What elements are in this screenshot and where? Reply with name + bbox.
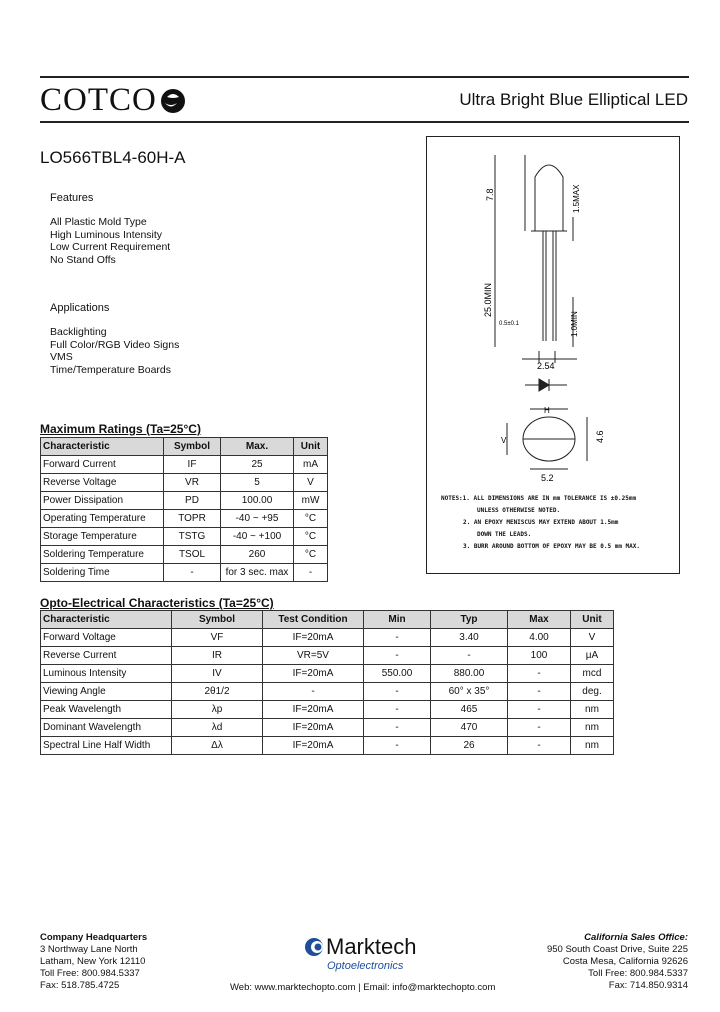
list-item: Low Current Requirement [50,241,171,253]
brand-name: COTCO [40,82,157,118]
cell: - [294,564,328,582]
marktech-logo [304,934,416,960]
cell: - [508,737,571,755]
cell: V [571,629,614,647]
opto-table [40,610,614,755]
applications-list [50,326,179,376]
address-line: Costa Mesa, California 92626 [562,956,688,967]
table-row [41,701,614,719]
dim-pitch: 2.54 [537,361,555,371]
address-line: 3 Northway Lane North [40,944,138,955]
cell: V [294,474,328,492]
cell: - [364,629,431,647]
table-row [41,546,328,564]
cell: 465 [431,701,508,719]
table-row [41,564,328,582]
cell: - [508,683,571,701]
dim-height: 7.8 [485,188,495,201]
dim-lead-length: 25.0MIN [483,282,493,317]
cell: Forward Current [41,456,164,474]
address-line: 950 South Coast Drive, Suite 225 [546,944,688,955]
cell: - [508,665,571,683]
max-ratings-table [40,437,328,582]
cell: Peak Wavelength [41,701,172,719]
dim-lead-square: 0.5±0.1 [499,321,519,327]
cell: Forward Voltage [41,629,172,647]
cell: nm [571,701,614,719]
column-header: Test Condition [263,611,364,629]
table-row [41,629,614,647]
dim-min: 1.0MIN [570,311,579,337]
table-row [41,528,328,546]
cell: 5 [221,474,294,492]
cell: - [508,701,571,719]
cell: IR [172,647,263,665]
list-item: No Stand Offs [50,253,116,266]
column-header: Typ [431,611,508,629]
cell: Storage Temperature [41,528,164,546]
dim-v: V [501,436,507,445]
column-header: Max. [221,438,294,456]
cell: Reverse Voltage [41,474,164,492]
table-row [41,510,328,528]
address-line: Fax: 518.785.4725 [40,980,120,991]
address-line: Latham, New York 12110 [40,956,146,967]
address-line: Toll Free: 800.984.5337 [588,968,688,979]
cell: 60° x 35° [431,683,508,701]
cell: TOPR [164,510,221,528]
list-item: Time/Temperature Boards [50,363,171,376]
note-line: 2. AN EPOXY MENISCUS MAY EXTEND ABOUT 1.5mm [463,519,619,526]
cell: - [364,737,431,755]
cell: - [364,683,431,701]
dim-max: 1.5MAX [572,184,581,213]
marktech-name: Marktech [326,934,417,959]
cell: 470 [431,719,508,737]
cell: mA [294,456,328,474]
cell: PD [164,492,221,510]
cell: Dominant Wavelength [41,719,172,737]
table-header-row [41,611,614,629]
cell: mW [294,492,328,510]
cell: 2θ1/2 [172,683,263,701]
column-header: Characteristic [41,611,172,629]
table-row [41,719,614,737]
cell: 25 [221,456,294,474]
list-item: Full Color/RGB Video Signs [50,338,180,351]
cell: λp [172,701,263,719]
cell: Soldering Time [41,564,164,582]
dim-h: H [544,406,550,415]
cell: IV [172,665,263,683]
table-row [41,474,328,492]
cell: 100.00 [221,492,294,510]
column-header: Symbol [172,611,263,629]
cell: Luminous Intensity [41,665,172,683]
cell: °C [294,528,328,546]
list-item: All Plastic Mold Type [50,216,147,228]
cell: °C [294,546,328,564]
cell: - [431,647,508,665]
table-row [41,665,614,683]
header-bottom-rule [40,121,689,123]
cell: TSOL [164,546,221,564]
dimension-drawing [426,136,680,574]
cell: VF [172,629,263,647]
cell: IF=20mA [263,629,364,647]
features-list [50,216,170,266]
part-number: LO566TBL4-60H-A [40,148,186,167]
cell: 260 [221,546,294,564]
cell: nm [571,737,614,755]
table-row [41,647,614,665]
cell: - [164,564,221,582]
list-item: Backlighting [50,326,107,338]
ca-title: California Sales Office: [584,932,688,943]
cell: VR [164,474,221,492]
note-line: NOTES:1. ALL DIMENSIONS ARE IN mm TOLERANCE IS ±0.25mm [441,495,637,502]
column-header: Unit [571,611,614,629]
note-line: 3. BURR AROUND BOTTOM OF EPOXY MAY BE 0.5 mm MAX. [463,543,641,550]
cell: Spectral Line Half Width [41,737,172,755]
cell: mcd [571,665,614,683]
cell: Power Dissipation [41,492,164,510]
cell: λd [172,719,263,737]
column-header: Characteristic [41,438,164,456]
cell: VR=5V [263,647,364,665]
address-line: Toll Free: 800.984.5337 [40,968,140,979]
max-ratings-title: Maximum Ratings (Ta=25°C) [40,422,201,436]
cell: IF [164,456,221,474]
address-line: Fax: 714.850.9314 [608,980,688,991]
drawing-notes [441,493,640,553]
cell: 880.00 [431,665,508,683]
cell: 100 [508,647,571,665]
dim-width: 5.2 [541,473,554,483]
cell: 4.00 [508,629,571,647]
cell: Operating Temperature [41,510,164,528]
cell: Δλ [172,737,263,755]
cell: °C [294,510,328,528]
cell: - [364,701,431,719]
header-top-rule [40,76,689,78]
opto-title: Opto-Electrical Characteristics (Ta=25°C) [40,596,274,610]
table-row [41,737,614,755]
marktech-emblem-icon [304,937,324,957]
applications-heading: Applications [50,302,110,314]
cotco-logo [40,82,187,119]
cell: μA [571,647,614,665]
cell: Viewing Angle [41,683,172,701]
note-line: DOWN THE LEADS. [477,531,532,538]
column-header: Unit [294,438,328,456]
cell: IF=20mA [263,701,364,719]
cell: IF=20mA [263,719,364,737]
list-item: High Luminous Intensity [50,228,163,241]
cotco-emblem-icon [159,87,187,115]
column-header: Symbol [164,438,221,456]
cell: IF=20mA [263,665,364,683]
cell: IF=20mA [263,737,364,755]
cell: deg. [571,683,614,701]
list-item: VMS [50,351,73,363]
cell: nm [571,719,614,737]
cell: Soldering Temperature [41,546,164,564]
marktech-tagline: Optoelectronics [327,960,404,972]
cell: 550.00 [364,665,431,683]
cell: -40 ~ +95 [221,510,294,528]
cell: -40 ~ +100 [221,528,294,546]
hq-address [40,932,147,992]
web-email-line[interactable]: Web: www.marktechopto.com | Email: info@marktechopto.com [230,982,496,993]
cell: 26 [431,737,508,755]
cell: TSTG [164,528,221,546]
features-heading: Features [50,192,94,204]
cell: for 3 sec. max [221,564,294,582]
cell: - [364,647,431,665]
cell: Reverse Current [41,647,172,665]
cell: 3.40 [431,629,508,647]
table-row [41,456,328,474]
column-header: Min [364,611,431,629]
table-row [41,683,614,701]
cell: - [364,719,431,737]
document-title: Ultra Bright Blue Elliptical LED [459,90,688,109]
note-line: UNLESS OTHERWISE NOTED. [477,507,561,514]
table-header-row [41,438,328,456]
cell: - [508,719,571,737]
dim-depth: 4.6 [595,430,605,443]
cell: - [263,683,364,701]
table-row [41,492,328,510]
hq-title: Company Headquarters [40,932,148,943]
column-header: Max [508,611,571,629]
ca-sales-address [547,932,688,992]
